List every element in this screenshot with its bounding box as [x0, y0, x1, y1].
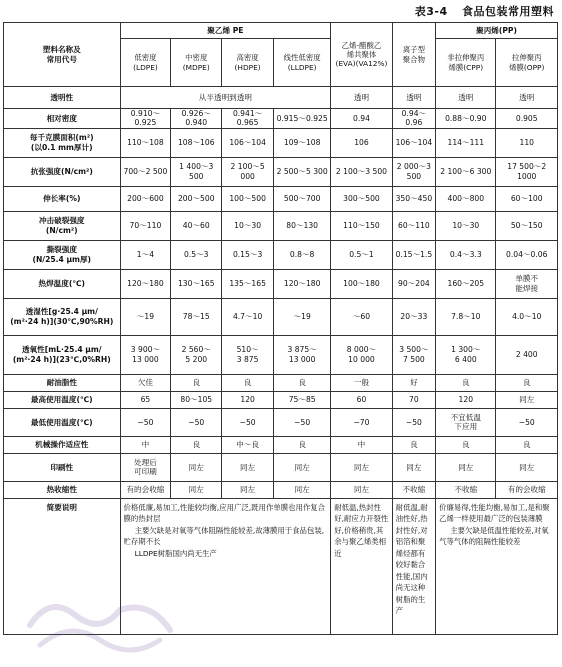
- cell-machine-lldpe: 良: [274, 436, 331, 453]
- label-machine: 机械操作适应性: [4, 436, 121, 453]
- cell-mintemp-lldpe: −50: [274, 408, 331, 436]
- cell-density-hdpe: 0.941～0.965: [222, 109, 274, 129]
- note-ionomer: 耐低温,耐油性好,热封性好,对铝箔和聚烯烃都有较好黏合性能,国内尚无这种树脂的生产: [392, 498, 435, 634]
- cell-elongation-lldpe: 500～700: [274, 186, 331, 211]
- cell-oxygen-mdpe: [171, 335, 222, 374]
- cell-tensile-hdpe: 2 100～5 000: [222, 157, 274, 186]
- header-hdpe-code: (HDPE): [234, 62, 261, 72]
- label-density: 相对密度: [4, 109, 121, 129]
- row-print: [4, 453, 558, 481]
- cell-mintemp-hdpe: −50: [222, 408, 274, 436]
- cell-maxtemp-ldpe: 65: [120, 391, 171, 408]
- cell-heatseal-opp: [496, 269, 558, 298]
- cell-area-opp: 110: [496, 128, 558, 157]
- cell-oxygen-eva-line2: 10 000: [348, 354, 375, 364]
- header-hdpe: [222, 39, 274, 87]
- cell-transparency-opp: 透明: [496, 87, 558, 109]
- cell-elongation-opp: 60～100: [496, 186, 558, 211]
- cell-mintemp-ion: −50: [392, 408, 435, 436]
- cell-oxygen-lldpe-line2: 13 000: [288, 354, 316, 364]
- header-opp-code: 烯膜(OPP): [509, 62, 545, 72]
- cell-moisture-eva: ～60: [331, 298, 392, 335]
- row-tear: [4, 240, 558, 269]
- header-eva-line3: (EVA)(VA12%): [335, 59, 388, 69]
- cell-heatseal-lldpe: 120～180: [274, 269, 331, 298]
- label-area-line1: 每千克膜面积(m²): [29, 133, 94, 143]
- row-transparency: [4, 87, 558, 109]
- header-ldpe-code: (LDPE): [133, 62, 158, 72]
- cell-grease-lldpe: 良: [274, 374, 331, 391]
- cell-moisture-mdpe: 78～15: [171, 298, 222, 335]
- cell-heatseal-ldpe: 120～180: [120, 269, 171, 298]
- label-tensile: 抗张强度(N/cm²): [4, 157, 121, 186]
- cell-shrink-mdpe: 同左: [171, 481, 222, 498]
- cell-machine-hdpe: 中～良: [222, 436, 274, 453]
- cell-tensile-ldpe: 700～2 500: [120, 157, 171, 186]
- row-moisture: [4, 298, 558, 335]
- cell-tensile-eva: 2 100～3 500: [331, 157, 392, 186]
- cell-oxygen-cpp-line2: 6 400: [454, 354, 477, 364]
- cell-heatseal-opp-line1: 单膜不: [515, 274, 539, 284]
- header-eva-line2: 烯共聚体: [346, 49, 377, 59]
- label-area: [4, 128, 121, 157]
- header-name-line1: 塑料名称及: [42, 45, 81, 55]
- cell-print-cpp: 同左: [436, 453, 496, 481]
- header-ionomer: [392, 23, 435, 87]
- cell-machine-ion: 良: [392, 436, 435, 453]
- label-impact: [4, 211, 121, 240]
- cell-oxygen-ion-line2: 7 500: [403, 354, 425, 364]
- row-shrink: [4, 481, 558, 498]
- cell-density-ldpe: 0.910～0.925: [120, 109, 171, 129]
- stamp-watermark: [20, 585, 180, 655]
- cell-transparency-pe: 从半透明到透明: [120, 87, 331, 109]
- cell-shrink-lldpe: 同左: [274, 481, 331, 498]
- header-name: [4, 23, 121, 87]
- label-impact-line2: (N/cm²): [45, 225, 78, 235]
- cell-moisture-hdpe: 4.7～10: [222, 298, 274, 335]
- header-lldpe-cn: 线性低密度: [283, 53, 321, 63]
- cell-mintemp-cpp: [436, 408, 496, 436]
- cell-mintemp-cpp-line1: 不宜低温: [450, 412, 481, 422]
- cell-tear-ldpe: 1～4: [120, 240, 171, 269]
- cell-machine-mdpe: 良: [171, 436, 222, 453]
- label-oxygen-line1: 透氧性[mL·25.4 μm/: [21, 345, 102, 355]
- label-shrink: 热收缩性: [4, 481, 121, 498]
- header-ldpe: [120, 39, 171, 87]
- cell-heatseal-mdpe: 130～165: [171, 269, 222, 298]
- cell-elongation-ion: 350～450: [392, 186, 435, 211]
- label-heatseal: 热焊温度(℃): [4, 269, 121, 298]
- cell-tear-eva: 0.5～1: [331, 240, 392, 269]
- cell-impact-ion: 60～110: [392, 211, 435, 240]
- table-title: [415, 3, 554, 19]
- cell-area-hdpe: 106～104: [222, 128, 274, 157]
- note-pp-para2: 主要欠缺是低温性能较差,对氧气等气体的阻隔性能较差: [439, 525, 549, 547]
- label-mintemp: 最低使用温度(℃): [4, 408, 121, 436]
- cell-moisture-cpp: 7.8～10: [436, 298, 496, 335]
- label-area-line2: (以0.1 mm厚计): [30, 142, 93, 152]
- cell-shrink-eva: 同左: [331, 481, 392, 498]
- header-opp-cn: 拉伸聚丙: [511, 53, 542, 63]
- label-elongation: 伸长率(%): [4, 186, 121, 211]
- cell-transparency-eva: 透明: [331, 87, 392, 109]
- cell-oxygen-cpp: [436, 335, 496, 374]
- note-eva: 耐低温,热封性好,耐应力开裂性好,价格稍贵,其余与聚乙烯类相近: [331, 498, 392, 634]
- cell-mintemp-eva: −70: [331, 408, 392, 436]
- cell-impact-cpp: 10～30: [436, 211, 496, 240]
- label-notes: 简要说明: [4, 498, 121, 634]
- cell-oxygen-hdpe: [222, 335, 274, 374]
- header-mdpe-cn: 中密度: [185, 53, 208, 63]
- header-pe-group: 聚乙烯 PE: [120, 23, 331, 39]
- cell-impact-hdpe: 10～30: [222, 211, 274, 240]
- header-hdpe-cn: 高密度: [236, 53, 259, 63]
- cell-area-lldpe: 109～108: [274, 128, 331, 157]
- cell-tear-hdpe: 0.15～3: [222, 240, 274, 269]
- label-moisture: [4, 298, 121, 335]
- cell-print-hdpe: 同左: [222, 453, 274, 481]
- header-opp: [496, 39, 558, 87]
- cell-grease-eva: 一般: [331, 374, 392, 391]
- row-heatseal: [4, 269, 558, 298]
- cell-grease-ldpe: 欠佳: [120, 374, 171, 391]
- cell-grease-cpp: 良: [436, 374, 496, 391]
- cell-print-ion: 同左: [392, 453, 435, 481]
- row-machine: [4, 436, 558, 453]
- header-lldpe-code: (LLDPE): [287, 62, 317, 72]
- cell-tear-cpp: 0.4～3.3: [436, 240, 496, 269]
- cell-grease-hdpe: 良: [222, 374, 274, 391]
- cell-impact-ldpe: 70～110: [120, 211, 171, 240]
- cell-maxtemp-mdpe: 80～105: [171, 391, 222, 408]
- cell-elongation-hdpe: 100～500: [222, 186, 274, 211]
- row-tensile: [4, 157, 558, 186]
- cell-impact-eva: 110～150: [331, 211, 392, 240]
- cell-oxygen-eva-line1: 8 000～: [346, 345, 377, 355]
- cell-area-ldpe: 110～108: [120, 128, 171, 157]
- cell-density-cpp: 0.88～0.90: [436, 109, 496, 129]
- cell-moisture-lldpe: ～19: [274, 298, 331, 335]
- cell-transparency-ion: 透明: [392, 87, 435, 109]
- header-ionomer-line2: 聚合物: [402, 54, 425, 64]
- cell-oxygen-eva: [331, 335, 392, 374]
- header-ldpe-cn: 低密度: [134, 53, 157, 63]
- header-pp-group: 聚丙烯(PP): [436, 23, 558, 39]
- label-tear-line2: (N/25.4 μm厚): [32, 254, 92, 264]
- cell-grease-ion: 好: [392, 374, 435, 391]
- cell-tensile-ion: 2 000～3 500: [392, 157, 435, 186]
- label-transparency: 透明性: [4, 87, 121, 109]
- cell-area-ion: 106～104: [392, 128, 435, 157]
- label-tear: [4, 240, 121, 269]
- label-moisture-line1: 透湿性[g·25.4 μm/: [25, 307, 98, 317]
- cell-heatseal-ion: 90～204: [392, 269, 435, 298]
- note-pp-para1: 价廉易得,性能均衡,易加工,是和聚乙烯一样使用最广泛的包装薄膜: [439, 502, 550, 524]
- cell-maxtemp-opp: 同左: [496, 391, 558, 408]
- cell-heatseal-cpp: 160～205: [436, 269, 496, 298]
- label-moisture-line2: (m²·24 h)](30℃,90%RH): [10, 316, 114, 326]
- label-impact-line1: 冲击破裂强度: [38, 216, 85, 226]
- cell-maxtemp-cpp: 120: [436, 391, 496, 408]
- label-oxygen: [4, 335, 121, 374]
- table-number: 表3-4: [414, 5, 448, 18]
- cell-oxygen-ldpe: [120, 335, 171, 374]
- row-density: [4, 109, 558, 129]
- label-maxtemp: 最高使用温度(℃): [4, 391, 121, 408]
- cell-area-cpp: 114～111: [436, 128, 496, 157]
- cell-moisture-opp: 4.0～10: [496, 298, 558, 335]
- cell-tensile-mdpe: 1 400～3 500: [171, 157, 222, 186]
- row-grease: [4, 374, 558, 391]
- cell-impact-lldpe: 80～130: [274, 211, 331, 240]
- cell-oxygen-lldpe-line1: 3 875～: [287, 345, 317, 355]
- cell-density-eva: 0.94: [331, 109, 392, 129]
- header-cpp-cn: 非拉伸聚丙: [447, 53, 485, 63]
- note-pe-para1: 价格低廉,易加工,性能较均衡,应用广泛,既用作单膜也用作复合膜的热封层: [123, 502, 326, 524]
- cell-oxygen-cpp-line1: 1 300～: [451, 345, 481, 355]
- cell-tear-ion: 0.15～1.5: [392, 240, 435, 269]
- note-pe-para3: LLDPE树脂国内尚无生产: [134, 548, 217, 558]
- cell-tear-lldpe: 0.8～8: [274, 240, 331, 269]
- header-eva-line1: 乙烯-醋酸乙: [341, 40, 382, 50]
- cell-tensile-opp: 17 500～2 1000: [496, 157, 558, 186]
- header-mdpe-code: (MDPE): [182, 62, 210, 72]
- cell-impact-mdpe: 40～60: [171, 211, 222, 240]
- cell-print-ldpe-line1: 处理后: [134, 457, 157, 467]
- cell-shrink-ldpe: 有的会收缩: [120, 481, 171, 498]
- header-name-line2: 常用代号: [46, 54, 77, 64]
- header-ionomer-line1: 离子型: [402, 45, 425, 55]
- cell-maxtemp-ion: 70: [392, 391, 435, 408]
- cell-density-lldpe: 0.915～0.925: [274, 109, 331, 129]
- row-elongation: [4, 186, 558, 211]
- cell-oxygen-mdpe-line2: 5 200: [185, 354, 208, 364]
- cell-shrink-cpp: 不收缩: [436, 481, 496, 498]
- cell-shrink-hdpe: 同左: [222, 481, 274, 498]
- header-eva: [331, 23, 392, 87]
- cell-oxygen-mdpe-line1: 2 560～: [181, 345, 211, 355]
- label-tear-line1: 撕裂强度: [46, 245, 77, 255]
- cell-area-mdpe: 108～106: [171, 128, 222, 157]
- cell-heatseal-eva: 100～180: [331, 269, 392, 298]
- cell-tear-opp: 0.04～0.06: [496, 240, 558, 269]
- cell-print-mdpe: 同左: [171, 453, 222, 481]
- cell-elongation-eva: 300～500: [331, 186, 392, 211]
- table-caption: 食品包装常用塑料: [462, 5, 554, 18]
- cell-heatseal-opp-line2: 能焊接: [515, 283, 539, 293]
- cell-shrink-ion: 不收缩: [392, 481, 435, 498]
- cell-maxtemp-lldpe: 75～85: [274, 391, 331, 408]
- cell-moisture-ldpe: ～19: [120, 298, 171, 335]
- row-oxygen: [4, 335, 558, 374]
- cell-density-ion: 0.94～0.96: [392, 109, 435, 129]
- header-mdpe: [171, 39, 222, 87]
- cell-oxygen-hdpe-line2: 3 875: [236, 354, 259, 364]
- cell-mintemp-cpp-line2: 下应用: [454, 422, 478, 432]
- label-oxygen-line2: (m²·24 h)](23℃,0%RH): [12, 354, 111, 364]
- header-cpp: [436, 39, 496, 87]
- note-pe-para2: 主要欠缺是对氧等气体阻隔性能较差,故薄膜用于食品包装,贮存期不长: [123, 525, 325, 547]
- cell-print-lldpe: 同左: [274, 453, 331, 481]
- cell-print-ldpe: [120, 453, 171, 481]
- cell-print-ldpe-line2: 可印刷: [134, 467, 157, 477]
- cell-machine-opp: 良: [496, 436, 558, 453]
- cell-machine-cpp: 良: [436, 436, 496, 453]
- cell-oxygen-lldpe: [274, 335, 331, 374]
- cell-machine-ldpe: 中: [120, 436, 171, 453]
- cell-tensile-lldpe: 2 500～5 300: [274, 157, 331, 186]
- header-cpp-code: 烯膜(CPP): [448, 62, 484, 72]
- cell-density-opp: 0.905: [496, 109, 558, 129]
- cell-transparency-cpp: 透明: [436, 87, 496, 109]
- cell-moisture-ion: 20～33: [392, 298, 435, 335]
- cell-oxygen-ion-line1: 3 500～: [399, 345, 429, 355]
- header-lldpe: [274, 39, 331, 87]
- cell-elongation-mdpe: 200～500: [171, 186, 222, 211]
- note-pp: [436, 498, 558, 634]
- cell-maxtemp-eva: 60: [331, 391, 392, 408]
- cell-maxtemp-hdpe: 120: [222, 391, 274, 408]
- cell-elongation-ldpe: 200～600: [120, 186, 171, 211]
- cell-mintemp-mdpe: −50: [171, 408, 222, 436]
- cell-oxygen-ion: [392, 335, 435, 374]
- label-print: 印刷性: [4, 453, 121, 481]
- cell-print-opp: 同左: [496, 453, 558, 481]
- cell-area-eva: 106: [331, 128, 392, 157]
- row-mintemp: [4, 408, 558, 436]
- row-area: [4, 128, 558, 157]
- cell-tear-mdpe: 0.5～3: [171, 240, 222, 269]
- row-impact: [4, 211, 558, 240]
- cell-shrink-opp: 有的会收缩: [496, 481, 558, 498]
- cell-machine-eva: 中: [331, 436, 392, 453]
- label-grease: 耐油脂性: [4, 374, 121, 391]
- cell-heatseal-hdpe: 135～165: [222, 269, 274, 298]
- row-maxtemp: [4, 391, 558, 408]
- cell-mintemp-opp: −50: [496, 408, 558, 436]
- cell-mintemp-ldpe: −50: [120, 408, 171, 436]
- cell-density-mdpe: 0.926～0.940: [171, 109, 222, 129]
- cell-print-eva: 同左: [331, 453, 392, 481]
- cell-oxygen-ldpe-line1: 3 900～: [130, 345, 161, 355]
- cell-oxygen-opp: 2 400: [496, 335, 558, 374]
- plastics-table: [3, 22, 558, 635]
- cell-oxygen-hdpe-line1: 510～: [236, 345, 259, 355]
- cell-elongation-cpp: 400～800: [436, 186, 496, 211]
- cell-grease-mdpe: 良: [171, 374, 222, 391]
- cell-tensile-cpp: 2 100～6 300: [436, 157, 496, 186]
- cell-oxygen-ldpe-line2: 13 000: [132, 354, 159, 364]
- cell-impact-opp: 50～150: [496, 211, 558, 240]
- cell-grease-opp: 良: [496, 374, 558, 391]
